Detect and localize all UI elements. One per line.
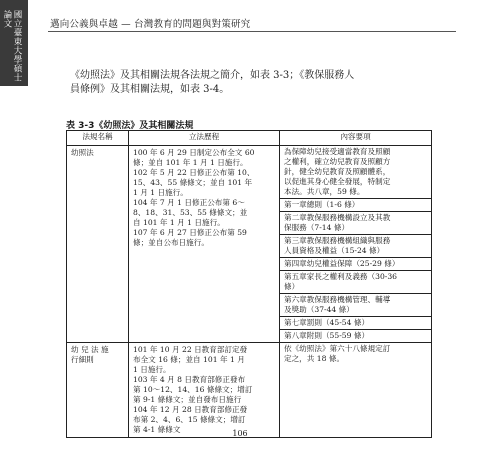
contents-line: 依《幼照法》第六十八條規定訂: [284, 344, 391, 353]
contents-line: 條）: [284, 282, 300, 291]
contents-line: 人員資格及權益（15-24 條）: [284, 246, 385, 255]
contents-item: [280, 234, 431, 257]
intro-paragraph: [70, 69, 446, 97]
history-line: 條；並自公布日施行。: [133, 238, 209, 247]
intro-line: 員條例》及其相關法規，如表 3-4。: [70, 84, 230, 95]
history-line: 101 年 10 月 22 日教育部訂定發: [133, 345, 248, 354]
chapter-side-tab: [0, 0, 28, 86]
history-line: 條；並自 101 年 1 月 1 日施行。: [133, 158, 248, 167]
contents-cell: [280, 146, 431, 342]
contents-cell: [280, 343, 431, 437]
running-header: 邁向公義與卓越 — 台灣教育的問題與對策研究: [50, 19, 251, 30]
contents-line: 針，健全幼兒教育及照顧體系，: [284, 167, 391, 176]
header-divider: [48, 31, 456, 32]
law-name-cell: [67, 343, 129, 437]
contents-line: 第二章教保服務機構設立及其教: [284, 213, 391, 222]
history-line: 自 101 年 1 月 1 日施行。: [133, 218, 225, 227]
contents-line: 第七章罰則（45-54 條）: [284, 318, 370, 327]
contents-item: [280, 270, 431, 293]
history-line: 布全文 16 條；並自 101 年 1 月: [133, 355, 245, 364]
contents-line: 保服務（7-14 條）: [284, 223, 350, 232]
legislative-history-cell: [129, 146, 280, 342]
law-name-line: 行細則: [71, 355, 94, 364]
history-line: 8、18、31、53、55 條條文；並: [133, 208, 248, 217]
history-line: 第 10～12、14、16 條條文；增訂: [133, 385, 253, 394]
contents-line: 以促進其身心健全發展，特制定: [284, 177, 391, 186]
contents-line: 第三章教保服務機構組織與服務: [284, 236, 391, 245]
history-line: 第 4-1 條條文: [133, 425, 181, 434]
contents-item: [280, 198, 431, 211]
history-line: 布第 2、4、6、15 條條文；增訂: [133, 415, 246, 424]
table-caption: 表 3-3《幼照法》及其相關法規: [66, 121, 194, 131]
regulations-table: [66, 130, 432, 438]
legislative-history-cell: [129, 343, 280, 437]
side-tab-label: 國立臺東大學碩士論文: [2, 10, 22, 82]
law-name-cell: 幼照法: [67, 146, 129, 342]
intro-line: 《幼照法》及其相關法規各法規之簡介，如表 3-3；《教保服務人: [70, 70, 355, 81]
contents-line: 本法。共八章，59 條。: [284, 187, 365, 196]
history-line: 1 月 1 日施行。: [133, 188, 188, 197]
contents-line: 第五章家長之權利及義務（30-36: [284, 272, 398, 281]
law-name-line: 幼 兒 法 施: [71, 345, 109, 354]
contents-item: [280, 316, 431, 329]
contents-item: [280, 257, 431, 270]
contents-item: [280, 293, 431, 316]
contents-item: [280, 343, 431, 365]
history-line: 1 日施行。: [133, 365, 171, 374]
contents-line: 第一章總則（1-6 條）: [284, 200, 360, 209]
contents-item: [280, 211, 431, 234]
history-line: 104 年 7 月 1 日修正公布第 6～: [133, 198, 245, 207]
history-line: 102 年 5 月 22 日修正公布第 10、: [133, 168, 255, 177]
history-line: 第 9-1 條條文；並自發布日施行: [133, 395, 242, 404]
header-cell-name: 法規名稱: [67, 131, 129, 145]
contents-line: 之權利，確立幼兒教育及照顧方: [284, 157, 391, 166]
contents-item: [280, 146, 431, 198]
contents-line: 第六章教保服務機構管理、輔導: [284, 295, 391, 304]
contents-line: 定之，共 18 條。: [284, 354, 345, 363]
contents-line: 及獎助（37-44 條）: [284, 305, 354, 314]
table-row: [67, 145, 431, 342]
contents-line: 第八章附則（55-59 條）: [284, 331, 370, 340]
header-cell-history: 立法歷程: [129, 131, 280, 145]
history-line: 107 年 6 月 27 日修正公布第 59: [133, 228, 247, 237]
table-row: [67, 342, 431, 437]
history-line: 100 年 6 月 29 日制定公布全文 60: [133, 148, 255, 157]
contents-line: 為保障幼兒接受適當教育及照顧: [284, 147, 391, 156]
history-line: 103 年 4 月 8 日教育部修正發布: [133, 375, 246, 384]
history-line: 15、43、55 條條文；並自 101 年: [133, 178, 253, 187]
header-cell-contents: 內容要項: [340, 132, 371, 141]
page-number: 106: [232, 429, 248, 438]
history-line: 104 年 12 月 28 日教育部修正發: [133, 405, 248, 414]
table-header-row: [67, 131, 431, 145]
contents-line: 第四章幼兒權益保障（25-29 條）: [284, 259, 400, 268]
contents-item: [280, 329, 431, 342]
